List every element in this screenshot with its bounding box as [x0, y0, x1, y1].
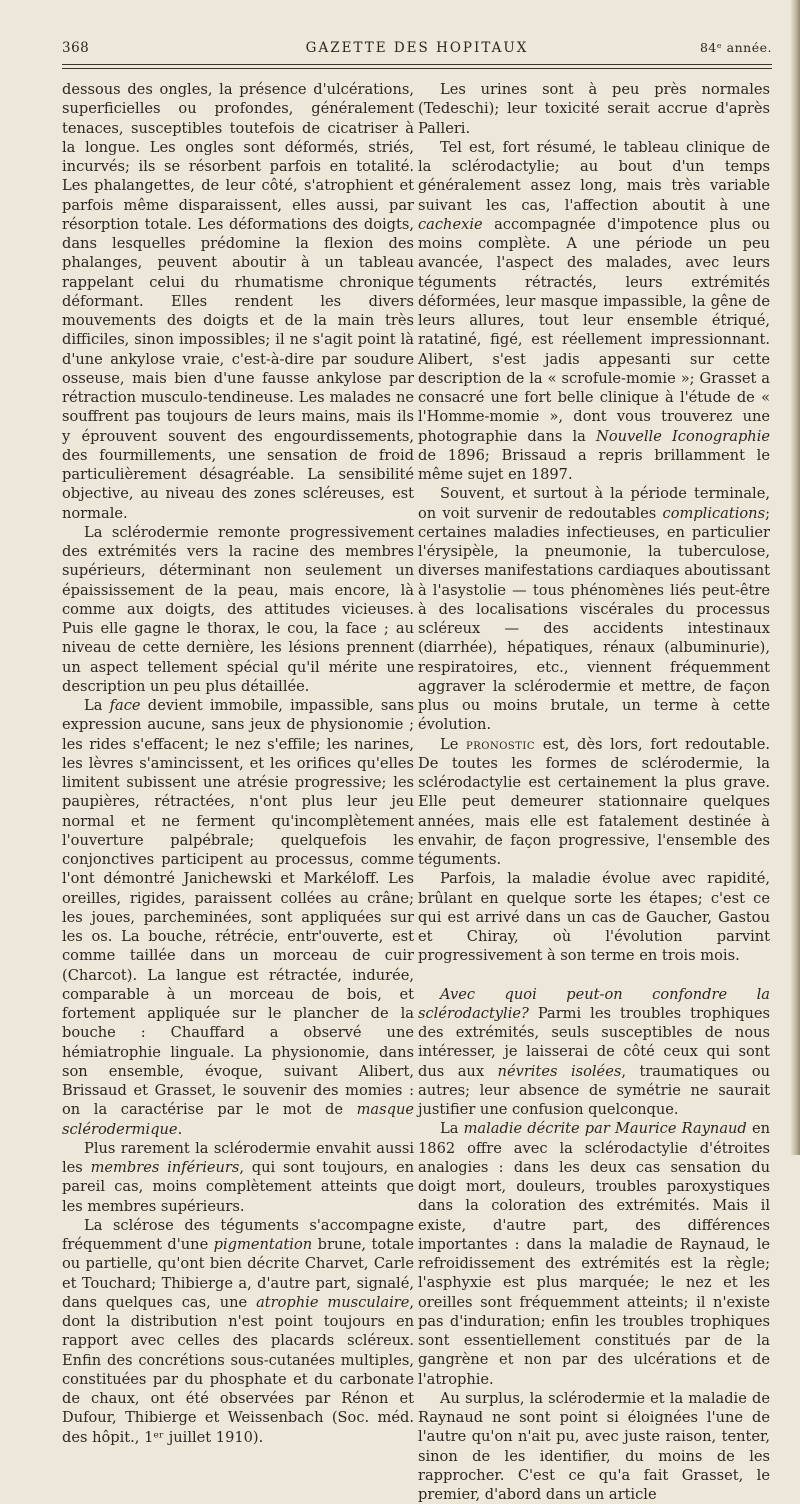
journal-title: GAZETTE DES HOPITAUX [305, 40, 529, 56]
page-number: 368 [62, 40, 90, 56]
text-italic: atrophie musculaire [256, 1293, 410, 1311]
right-text-column [418, 80, 770, 1504]
text-italic: masque sclérodermique [62, 1101, 414, 1138]
text-run: en 1862 offre avec la sclérodactylie d'étroites analogies : dans les deux cas sensation du doigt mort, douleurs, troubles paroxystiques dans la coloration des extrémités. Mais il existe, d'autre part, des différences importantes : dans la maladie de Raynaud, le refroidissement des extrémités est la règle; l'asphyxie est plus marquée; le nez et les oreilles sont fréquemment atteints; il n'existe pas d'induration; enfin les troubles trophiques sont essentiellement constitués par de la gangrène et non par des ulcérations et de l'atrophie. [418, 1120, 770, 1388]
text-run: Parfois, la maladie évolue avec rapidité, brûlant en quelque sorte les étapes; c'est ce qui est arrivé dans un cas de Gaucher, Gastou et Chiray, où l'évolution parvint progressivement à son terme en trois mois. [418, 870, 770, 965]
text-run: accompagnée d'impotence plus ou moins complète. A une période un peu avancée, l'aspect des malades, avec leurs téguments rétractés, leurs extrémités déformées, leur masque impassible, la gêne de leurs allures, tout leur ensemble étriqué, ratatiné, figé, est réellement impressionnant. Alibert, s'est jadis appesanti sur cette description de la « scrofule-momie »; Grasset a consacré une fort belle clinique à l'étude de « l'Homme-momie », dont vous trouverez une photographie dans la [418, 215, 770, 445]
paragraph [62, 1216, 414, 1447]
text-run: brune, totale ou partielle, qu'ont bien décrite Charvet, Carle et Touchard; Thibierge a, d'autre part, signalé, dans quelques cas, une [62, 1236, 414, 1311]
paragraph [418, 1119, 770, 1389]
text-run: Plus rarement la sclérodermie envahit aussi les [62, 1139, 414, 1176]
text-run: La sclérodermie remonte progressivement des extrémités vers la racine des membres supérieurs, déterminant non seulement un épaississement de la peau, mais encore, là comme aux doigts, des attitudes vicieuses. Puis elle gagne le thorax, le cou, la face ; au niveau de cette dernière, les lésions prennent un aspect tellement spécial qu'il mérite une description un peu plus détaillée. [62, 523, 414, 695]
paragraph [62, 696, 414, 1139]
text-italic: complications [662, 504, 766, 522]
text-italic: membres inférieurs [90, 1159, 240, 1176]
text-run: de 1896; Brissaud a repris brillamment le même sujet en 1897. [418, 446, 770, 483]
text-run: Au surplus, la sclérodermie et la maladie de Raynaud ne sont point si éloignées l'une de l'autre qu'on n'ait pu, avec juste raison, tenter, sinon de les identifier, du moins de les rapprocher. C'est ce qu'a fait Grasset, le premier, d'abord dans un article [418, 1389, 770, 1503]
text-run: La [440, 1120, 464, 1138]
header-rule-top [62, 64, 772, 65]
text-italic: Nouvelle Iconographie [596, 427, 770, 445]
text-run: Tel est, fort résumé, le tableau clinique de la sclérodactylie; au bout d'un temps généralement assez long, mais très variable suivant les cas, l'affection aboutit à une [418, 138, 770, 214]
year-label: 84ᵉ année. [699, 40, 772, 55]
paragraph [62, 80, 414, 523]
paragraph [418, 869, 770, 965]
text-italic: cachexie [418, 215, 483, 233]
text-run: Souvent, et surtout à la période terminale, on voit survenir de redoutables [418, 485, 770, 522]
text-run: . [177, 1120, 183, 1138]
text-italic: Avec quoi peut-on confondre la sclérodactylie? [418, 985, 770, 1022]
paragraph [418, 985, 770, 1120]
text-run: La [84, 697, 110, 714]
text-run: La sclérose des téguments s'accompagne fréquemment d'une [62, 1216, 414, 1253]
paragraph [418, 138, 770, 485]
page-binding-edge [790, 0, 800, 1155]
text-run: , traumatiques ou autres; leur absence de symétrie ne saurait justifier une confusion quelconque. [418, 1062, 771, 1118]
text-italic: face [109, 697, 141, 714]
text-run: devient immobile, impassible, sans expression aucune, sans jeux de physionomie ; les rides s'effacent; le nez s'effile; les narines, les lèvres s'amincissent, et les orifices qu'elles limitent subissent une atrésie progressive; les paupières, rétractées, n'ont plus leur jeu normal et ne ferment qu'incomplètement l'ouverture palpébrale; quelquefois les conjonctives participent au processus, comme l'ont démontré Janichewski et Markéloff. Les oreilles, rigides, paraissent collées au crâne; les joues, parcheminées, sont appliquées sur les os. La bouche, rétrécie, entr'ouverte, est comme taillée dans un morceau de cuir (Charcot). La langue est rétractée, indurée, comparable à un morceau de bois, et fortement appliquée sur le plancher de la bouche : Chauffard a observé une hémiatrophie linguale. La physionomie, dans son ensemble, évoque, suivant Alibert, Brissaud et Grasset, le souvenir des momies : on la caractérise par le mot de [62, 697, 414, 1119]
paragraph [62, 523, 414, 696]
text-run: Le [440, 735, 466, 753]
text-run: , dont la distribution n'est point toujours en rapport avec celles des placards scléreux. Enfin des concrétions sous-cutanées multiples, constituées par du phosphate et du carbonate de chaux, ont été observées par Rénon et Dufour, Thibierge et Weissenbach (Soc. méd. des hôpit., 1ᵉʳ juillet 1910). [62, 1293, 414, 1446]
running-header [62, 40, 772, 64]
text-italic: névrites isolées [497, 1062, 622, 1080]
paragraph [418, 484, 770, 734]
text-run: , qui sont toujours, en pareil cas, moins complètement atteints que les membres supérieurs. [62, 1159, 414, 1215]
header-rule-bottom [62, 68, 772, 69]
text-italic: pigmentation [213, 1236, 313, 1253]
text-smallcaps: pronostic [466, 735, 536, 753]
left-text-column [62, 80, 414, 1447]
text-run: est, dès lors, fort redoutable. De toutes les formes de sclérodermie, la sclérodactylie est certainement la plus grave. Elle peut demeurer stationnaire quelques années, mais elle est fatalement destinée à envahir, de façon progressive, l'ensemble des téguments. [418, 735, 771, 868]
paragraph [418, 80, 770, 138]
text-run: dessous des ongles, la présence d'ulcérations, superficielles ou profondes, généralement tenaces, susceptibles toutefois de cicatriser à la longue. Les ongles sont déformés, striés, incurvés; ils se résorbent parfois en totalité. Les phalangettes, de leur côté, s'atrophient et parfois même disparaissent, elles aussi, par résorption totale. Les déformations des doigts, dans lesquelles prédomine la flexion des phalanges, peuvent aboutir à un tableau rappelant celui du rhumatisme chronique déformant. Elles rendent les divers mouvements des doigts et de la main très difficiles, sinon impossibles; il ne s'agit point là d'une ankylose vraie, c'est-à-dire par soudure osseuse, mais bien d'une fausse ankylose par rétraction musculo-tendineuse. Les malades ne souffrent pas toujours de leurs mains, mais ils y éprouvent souvent des engourdissements, des fourmillements, une sensation de froid particulièrement désagréable. La sensibilité objective, au niveau des zones scléreuses, est normale. [62, 81, 414, 522]
paragraph [418, 1389, 770, 1504]
paragraph [62, 1139, 414, 1216]
text-run: Parmi les troubles trophiques des extrémités, seuls susceptibles de nous intéresser, je laisserai de côté ceux qui sont dus aux [418, 1004, 770, 1080]
paragraph [418, 735, 770, 870]
text-italic: maladie décrite par Maurice Raynaud [463, 1120, 747, 1138]
text-run: ; certaines maladies infectieuses, en particulier l'érysipèle, la pneumonie, la tuberculose, diverses manifestations cardiaques aboutissant à l'asystolie — tous phénomènes liés peut-être à des localisations viscérales du processus scléreux — des accidents intestinaux (diarrhée), hépatiques, rénaux (albuminurie), respiratoires, etc., viennent fréquemment aggraver la sclérodermie et mettre, de façon plus ou moins brutale, un terme à cette évolution. [418, 504, 770, 734]
text-run: Les urines sont à peu près normales (Tedeschi); leur toxicité serait accrue d'après Palleri. [418, 81, 770, 137]
